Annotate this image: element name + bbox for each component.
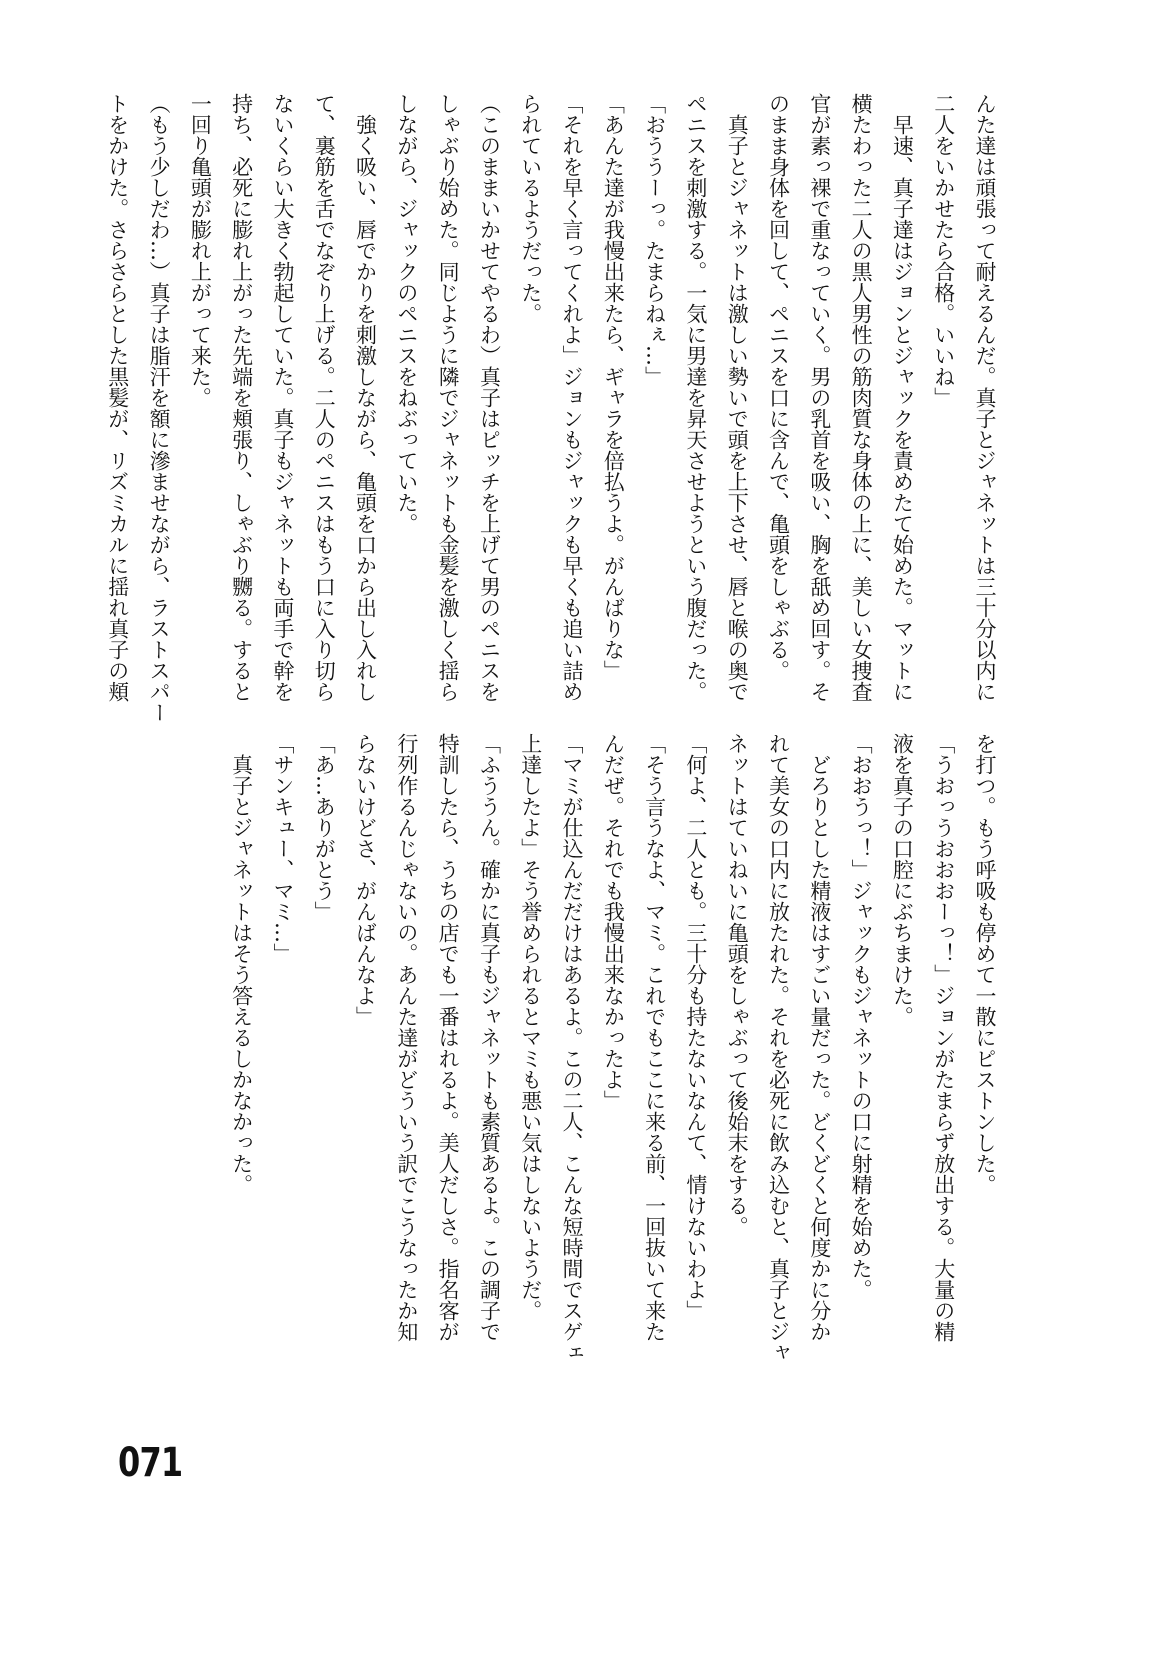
text-column: 「ふううん。確かに真子もジャネットも素質あるよ。この調子で bbox=[477, 733, 502, 1342]
text-column: 「マミが仕込んだだけはあるよ。この二人、こんな短時間でスゲェ bbox=[560, 733, 585, 1363]
text-column: 「おううーっ。たまらねぇ…」 bbox=[642, 93, 667, 387]
text-column: ペニスを刺激する。一気に男達を昇天させようという腹だった。 bbox=[683, 93, 708, 702]
text-column: 液を真子の口腔にぶちまけた。 bbox=[890, 733, 915, 1027]
text-column: どろりとした精液はすごい量だった。どくどくと何度かに分か bbox=[807, 733, 832, 1342]
text-column: 「サンキュー、マミ…」 bbox=[270, 733, 295, 964]
text-column: 官が素っ裸で重なっていく。男の乳首を吸い、胸を舐め回す。そ bbox=[807, 93, 832, 702]
text-column: しながら、ジャックのペニスをねぶっていた。 bbox=[394, 93, 419, 534]
text-column: ネットはていねいに亀頭をしゃぶって後始末をする。 bbox=[725, 733, 750, 1237]
text-column: 「あ…ありがとう」 bbox=[312, 733, 337, 922]
text-column: 強く吸い、唇でかりを刺激しながら、亀頭を口から出し入れし bbox=[353, 93, 378, 702]
text-column: 「あんた達が我慢出来たら、ギャラを倍払うよ。がんばりな」 bbox=[601, 93, 626, 681]
text-column: 行列作るんじゃないの。あんた達がどういう訳でこうなったか知 bbox=[394, 733, 419, 1342]
text-column: 「うおっうおおおーっ！」ジョンがたまらず放出する。大量の精 bbox=[931, 733, 956, 1342]
lower-text-block bbox=[220, 733, 1005, 1373]
text-column: んだぜ。それでも我慢出来なかったよ」 bbox=[601, 733, 626, 1111]
text-column: を打つ。もう呼吸も停めて一散にピストンした。 bbox=[973, 733, 997, 1195]
text-column: 二人をいかせたら合格。いいね」 bbox=[931, 93, 956, 408]
upper-text-block bbox=[96, 93, 1005, 723]
text-column: 「それを早く言ってくれよ」ジョンもジャックも早くも追い詰め bbox=[560, 93, 585, 702]
text-column: 「何よ、二人とも。三十分も持たないなんて、情けないわよ」 bbox=[683, 733, 708, 1321]
text-column: 持ち、必死に膨れ上がった先端を頬張り、しゃぶり嬲る。すると bbox=[229, 93, 254, 702]
text-column: 上達したよ」そう誉められるとマミも悪い気はしないようだ。 bbox=[518, 733, 543, 1321]
text-column: れて美女の口内に放たれた。それを必死に飲み込むと、真子とジャ bbox=[766, 733, 791, 1363]
text-column: しゃぶり始めた。同じように隣でジャネットも金髪を激しく揺ら bbox=[436, 93, 461, 702]
text-column: （もう少しだわ…）真子は脂汗を額に滲ませながら、ラストスパー bbox=[147, 93, 172, 723]
text-column: のまま身体を回して、ペニスを口に含んで、亀頭をしゃぶる。 bbox=[766, 93, 791, 681]
text-column: 「そう言うなよ、マミ。これでもここに来る前、一回抜いて来た bbox=[642, 733, 667, 1342]
text-column: 早速、真子達はジョンとジャックを責めたて始めた。マットに bbox=[890, 93, 915, 702]
text-column: んた達は頑張って耐えるんだ。真子とジャネットは三十分以内に bbox=[973, 93, 997, 702]
text-column: 横たわった二人の黒人男性の筋肉質な身体の上に、美しい女捜査 bbox=[849, 93, 874, 702]
text-column: 真子とジャネットはそう答えるしかなかった。 bbox=[229, 733, 254, 1195]
text-column: て、裏筋を舌でなぞり上げる。二人のペニスはもう口に入り切ら bbox=[312, 93, 337, 702]
text-column: 「おおうっ！」ジャックもジャネットの口に射精を始めた。 bbox=[849, 733, 874, 1300]
text-column: 特訓したら、うちの店でも一番はれるよ。美人だしさ。指名客が bbox=[436, 733, 461, 1342]
text-column: らないけどさ、がんばんなよ」 bbox=[353, 733, 378, 1027]
text-column: （このままいかせてやるわ）真子はピッチを上げて男のペニスを bbox=[477, 93, 502, 702]
text-column: 一回り亀頭が膨れ上がって来た。 bbox=[188, 93, 213, 408]
text-column: られているようだった。 bbox=[518, 93, 543, 324]
text-column: トをかけた。さらさらとした黒髪が、リズミカルに揺れ真子の頬 bbox=[105, 93, 130, 702]
text-column: ないくらい大きく勃起していた。真子もジャネットも両手で幹を bbox=[270, 93, 295, 702]
page-number: 071 bbox=[118, 1440, 183, 1486]
text-column: 真子とジャネットは激しい勢いで頭を上下させ、唇と喉の奥で bbox=[725, 93, 750, 702]
